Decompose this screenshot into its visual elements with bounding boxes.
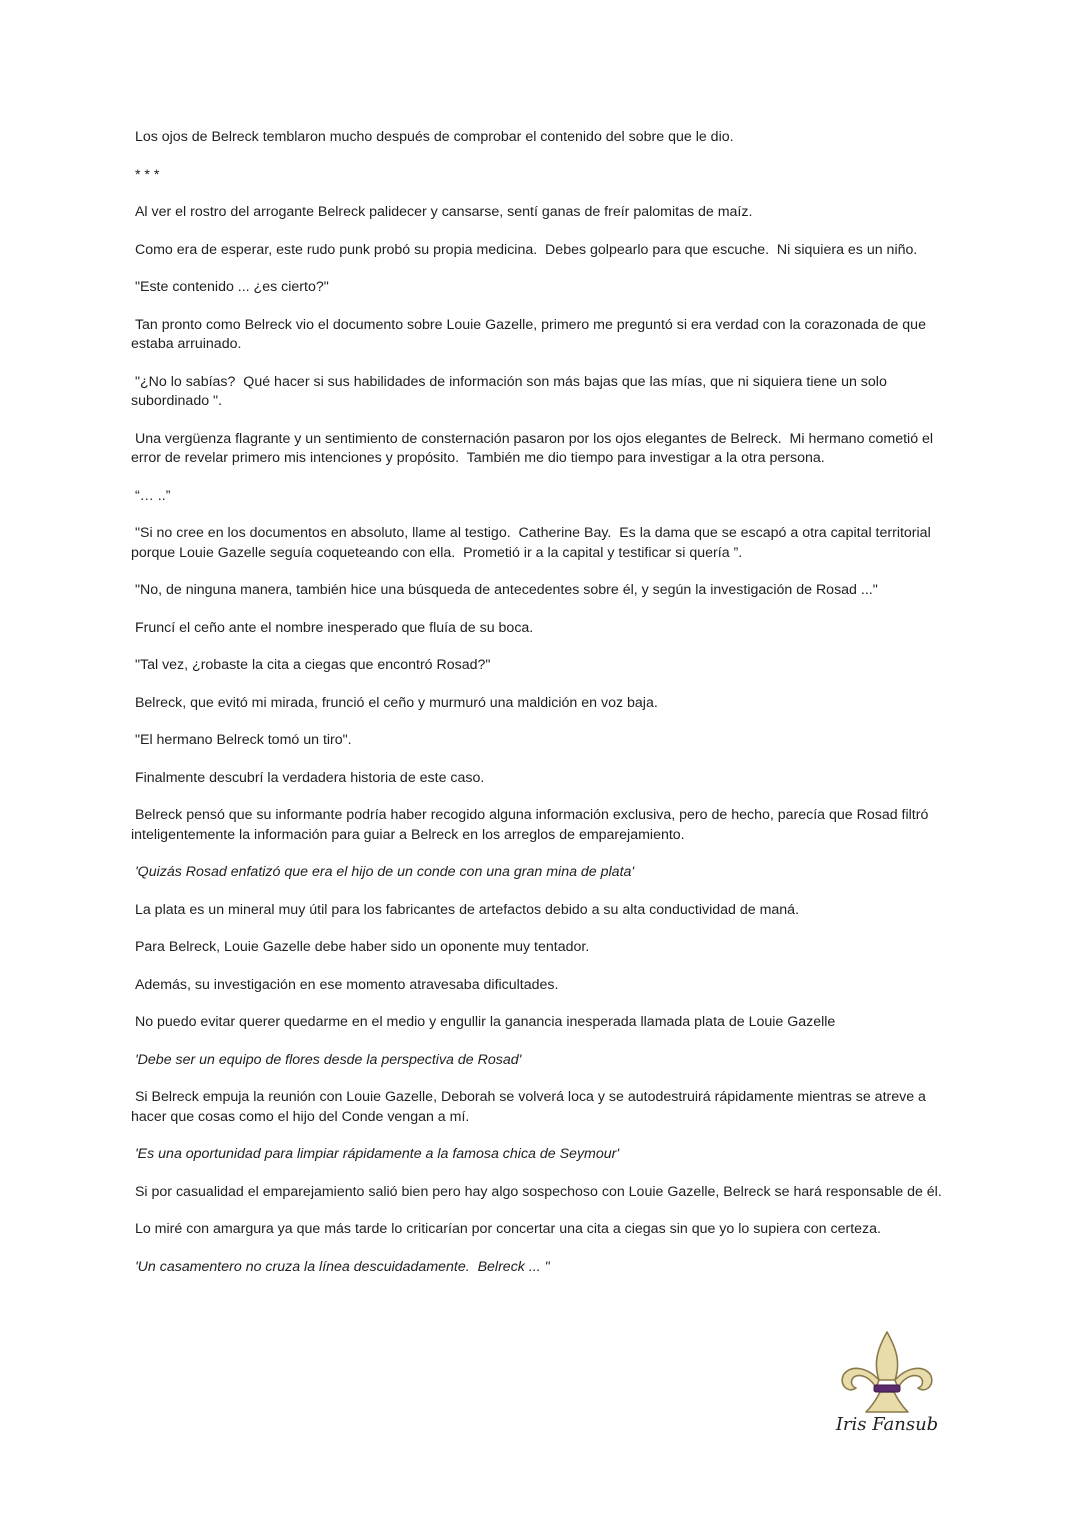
paragraph: Los ojos de Belreck temblaron mucho después de comprobar el contenido del sobre que le dio. bbox=[131, 129, 734, 145]
document-body bbox=[131, 128, 953, 1295]
paragraph: Belreck, que evitó mi mirada, frunció el ceño y murmuró una maldición en voz baja. bbox=[131, 694, 658, 711]
paragraph: "Si no cree en los documentos en absoluto, llame al testigo. Catherine Bay. Es la dama que se escapó a otra capital territorial porque Louie Gazelle seguía coqueteando con ella. Prometió ir a la capital y testificar si quería ”. bbox=[131, 525, 935, 561]
paragraph: "No, de ninguna manera, también hice una búsqueda de antecedentes sobre él, y según la investigación de Rosad ..." bbox=[131, 582, 878, 598]
paragraph: * * * bbox=[131, 166, 160, 183]
paragraph: La plata es un mineral muy útil para los fabricantes de artefactos debido a su alta conductividad de maná. bbox=[131, 901, 800, 918]
paragraph: 'Un casamentero no cruza la línea descuidadamente. Belreck ... " bbox=[131, 1258, 550, 1275]
paragraph: Si por casualidad el emparejamiento salió bien pero hay algo sospechoso con Louie Gazelle, Belreck se hará responsable de él. bbox=[131, 1183, 942, 1200]
paragraph: Además, su investigación en ese momento atravesaba dificultades. bbox=[131, 976, 559, 993]
paragraph: "Tal vez, ¿robaste la cita a ciegas que encontró Rosad?" bbox=[131, 657, 491, 673]
paragraph: Una vergüenza flagrante y un sentimiento de consternación pasaron por los ojos elegantes de Belreck. Mi hermano cometió el error de revelar primero mis intenciones y propósito. También me dio tiempo para investigar a la otra persona. bbox=[131, 430, 938, 466]
paragraph: Belreck pensó que su informante podría haber recogido alguna información exclusiva, pero de hecho, parecía que Rosad filtró inteligentemente la información para guiar a Belreck en los arreglos de emparejamiento. bbox=[131, 807, 933, 843]
paragraph: "El hermano Belreck tomó un tiro". bbox=[131, 732, 352, 748]
paragraph: Finalmente descubrí la verdadera historia de este caso. bbox=[131, 769, 485, 786]
paragraph: Lo miré con amargura ya que más tarde lo criticarían por concertar una cita a ciegas sin que yo lo supiera con certeza. bbox=[131, 1221, 881, 1237]
paragraph: 'Debe ser un equipo de flores desde la perspectiva de Rosad' bbox=[131, 1051, 522, 1068]
paragraph: Al ver el rostro del arrogante Belreck palidecer y cansarse, sentí ganas de freír palomitas de maíz. bbox=[131, 204, 753, 220]
iris-fansub-watermark bbox=[832, 1330, 942, 1445]
watermark-text: Iris Fansub bbox=[835, 1414, 939, 1435]
fleur-de-lis-icon bbox=[838, 1330, 936, 1416]
paragraph: Si Belreck empuja la reunión con Louie Gazelle, Deborah se volverá loca y se autodestruirá rápidamente mientras se atreve a hacer que cosas como el hijo del Conde vengan a mí. bbox=[131, 1089, 930, 1125]
paragraph: Tan pronto como Belreck vio el documento sobre Louie Gazelle, primero me preguntó si era verdad con la corazonada de que estaba arruinado. bbox=[131, 316, 930, 352]
paragraph: Fruncí el ceño ante el nombre inesperado que fluía de su boca. bbox=[131, 619, 534, 636]
paragraph: 'Es una oportunidad para limpiar rápidamente a la famosa chica de Seymour' bbox=[131, 1146, 620, 1162]
paragraph: Para Belreck, Louie Gazelle debe haber sido un oponente muy tentador. bbox=[131, 939, 590, 955]
paragraph: “… ..” bbox=[131, 487, 171, 504]
paragraph: No puedo evitar querer quedarme en el medio y engullir la ganancia inesperada llamada plata de Louie Gazelle bbox=[131, 1014, 836, 1030]
paragraph: Como era de esperar, este rudo punk probó su propia medicina. Debes golpearlo para que escuche. Ni siquiera es un niño. bbox=[131, 241, 918, 258]
paragraph: "¿No lo sabías? Qué hacer si sus habilidades de información son más bajas que las mías, que ni siquiera tiene un solo subordinado ". bbox=[131, 373, 891, 409]
paragraph: "Este contenido ... ¿es cierto?" bbox=[131, 279, 329, 295]
paragraph: 'Quizás Rosad enfatizó que era el hijo de un conde con una gran mina de plata' bbox=[131, 864, 635, 880]
